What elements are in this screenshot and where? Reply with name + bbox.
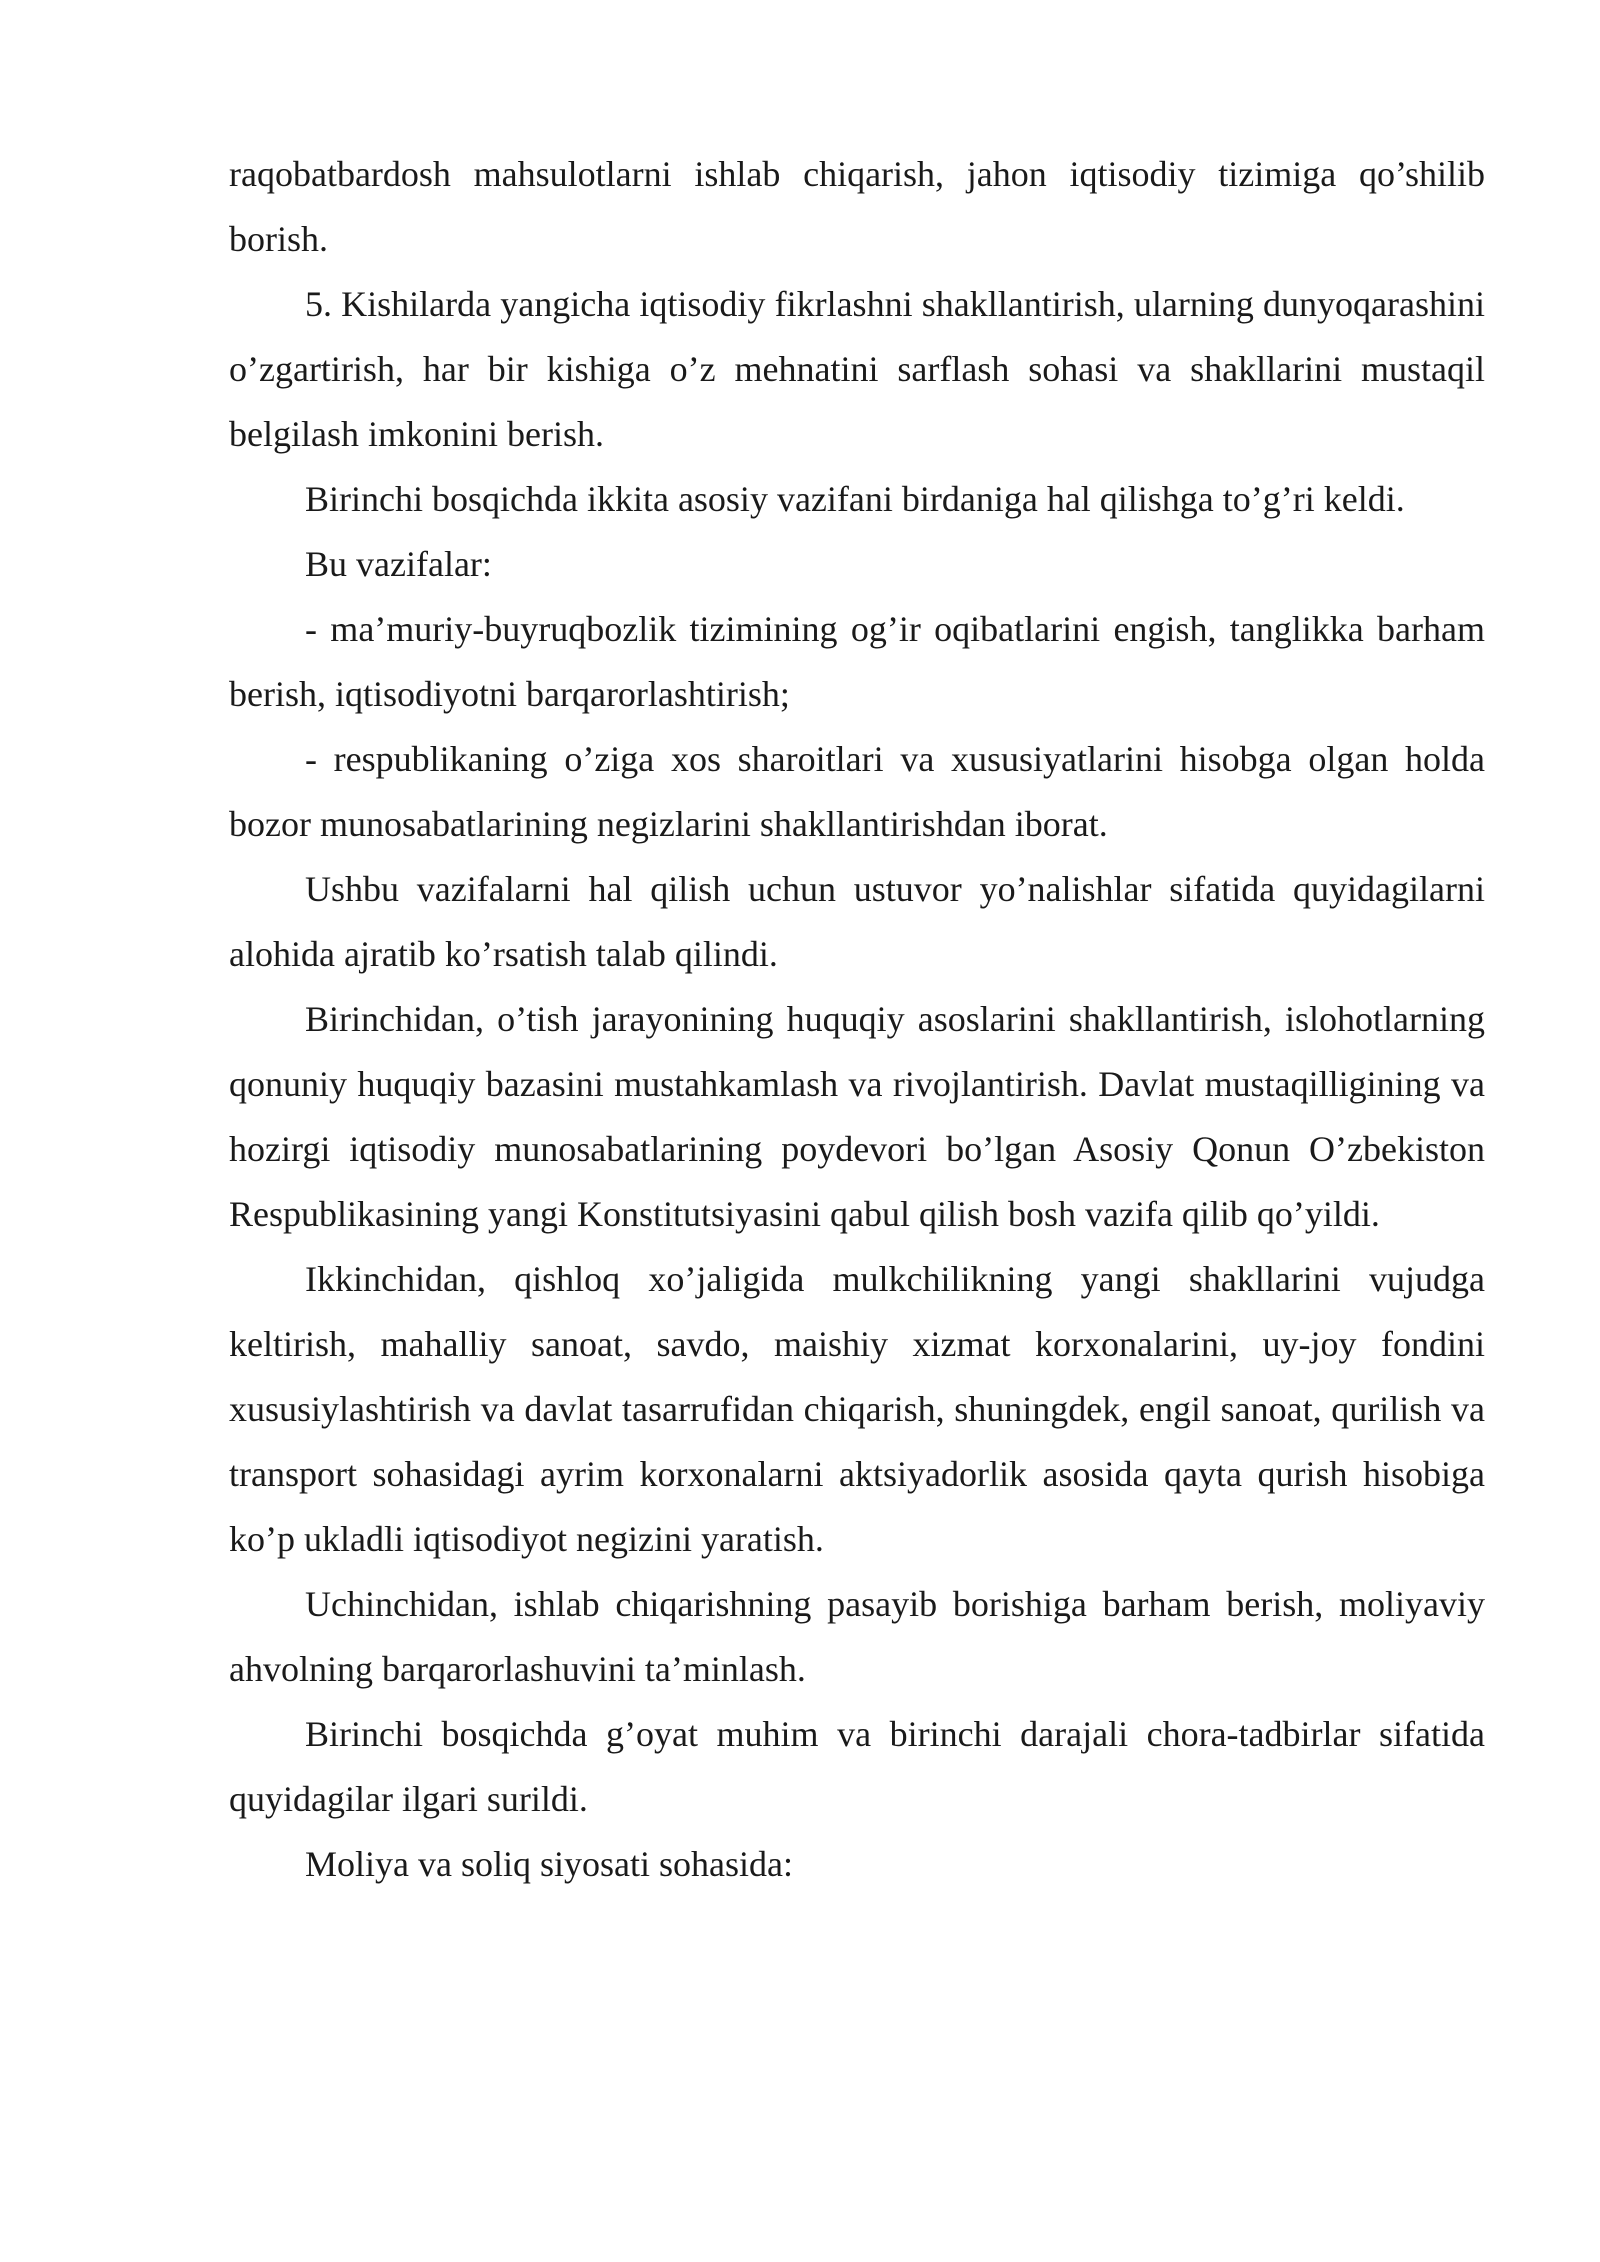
paragraph-task-2: - respublikaning o’ziga xos sharoitlari va xususiyatlarini hisobga olgan holda bozor munosabatlarining negizlarini shakllantirishdan iborat. xyxy=(229,739,1485,844)
paragraph-thirdly: Uchinchidan, ishlab chiqarishning pasayib borishiga barham berish, moliyaviy ahvolning barqarorlashuvini ta’minlash. xyxy=(229,1584,1485,1689)
paragraph-first-stage-tasks: Birinchi bosqichda ikkita asosiy vazifani birdaniga hal qilishga to’g’ri keldi. xyxy=(305,479,1405,519)
paragraph-measures-intro: Birinchi bosqichda g’oyat muhim va birinchi darajali chora-tadbirlar sifatida quyidagilar ilgari surildi. xyxy=(229,1714,1485,1819)
paragraph-task-1: - ma’muriy-buyruqbozlik tizimining og’ir oqibatlarini engish, tanglikka barham berish, iqtisodiyotni barqarorlashtirish; xyxy=(229,609,1485,714)
paragraph-continuation: raqobatbardosh mahsulotlarni ishlab chiqarish, jahon iqtisodiy tizimiga qo’shilib borish. xyxy=(229,154,1485,259)
paragraph-firstly: Birinchidan, o’tish jarayonining huquqiy asoslarini shakllantirish, islohotlarning qonuniy huquqiy bazasini mustahkamlash va rivojlantirish. Davlat mustaqilligining va hozirgi iqtisodiy munosabatlarining poydevori bo’lgan Asosiy Qonun O’zbekiston Respublikasining yangi Konstitutsiyasini qabul qilish bosh vazifa qilib qo’yildi. xyxy=(229,999,1485,1234)
paragraph-finance-tax-heading: Moliya va soliq siyosati sohasida: xyxy=(305,1844,793,1884)
paragraph-item-5: 5. Kishilarda yangicha iqtisodiy fikrlashni shakllantirish, ularning dunyoqarashini o’zgartirish, har bir kishiga o’z mehnatini sarflash sohasi va shakllarini mustaqil belgilash imkonini berish. xyxy=(229,284,1485,454)
paragraph-priorities-intro: Ushbu vazifalarni hal qilish uchun ustuvor yo’nalishlar sifatida quyidagilarni alohida ajratib ko’rsatish talab qilindi. xyxy=(229,869,1485,974)
paragraph-secondly: Ikkinchidan, qishloq xo’jaligida mulkchilikning yangi shakllarini vujudga keltirish, mahalliy sanoat, savdo, maishiy xizmat korxonalarini, uy-joy fondini xususiylashtirish va davlat tasarrufidan chiqarish, shuningdek, engil sanoat, qurilish va transport sohasidagi ayrim korxonalarni aktsiyadorlik asosida qayta qurish hisobiga ko’p ukladli iqtisodiyot negizini yaratish. xyxy=(229,1259,1485,1559)
paragraph-tasks-heading: Bu vazifalar: xyxy=(305,544,492,584)
document-body xyxy=(229,142,1485,1897)
